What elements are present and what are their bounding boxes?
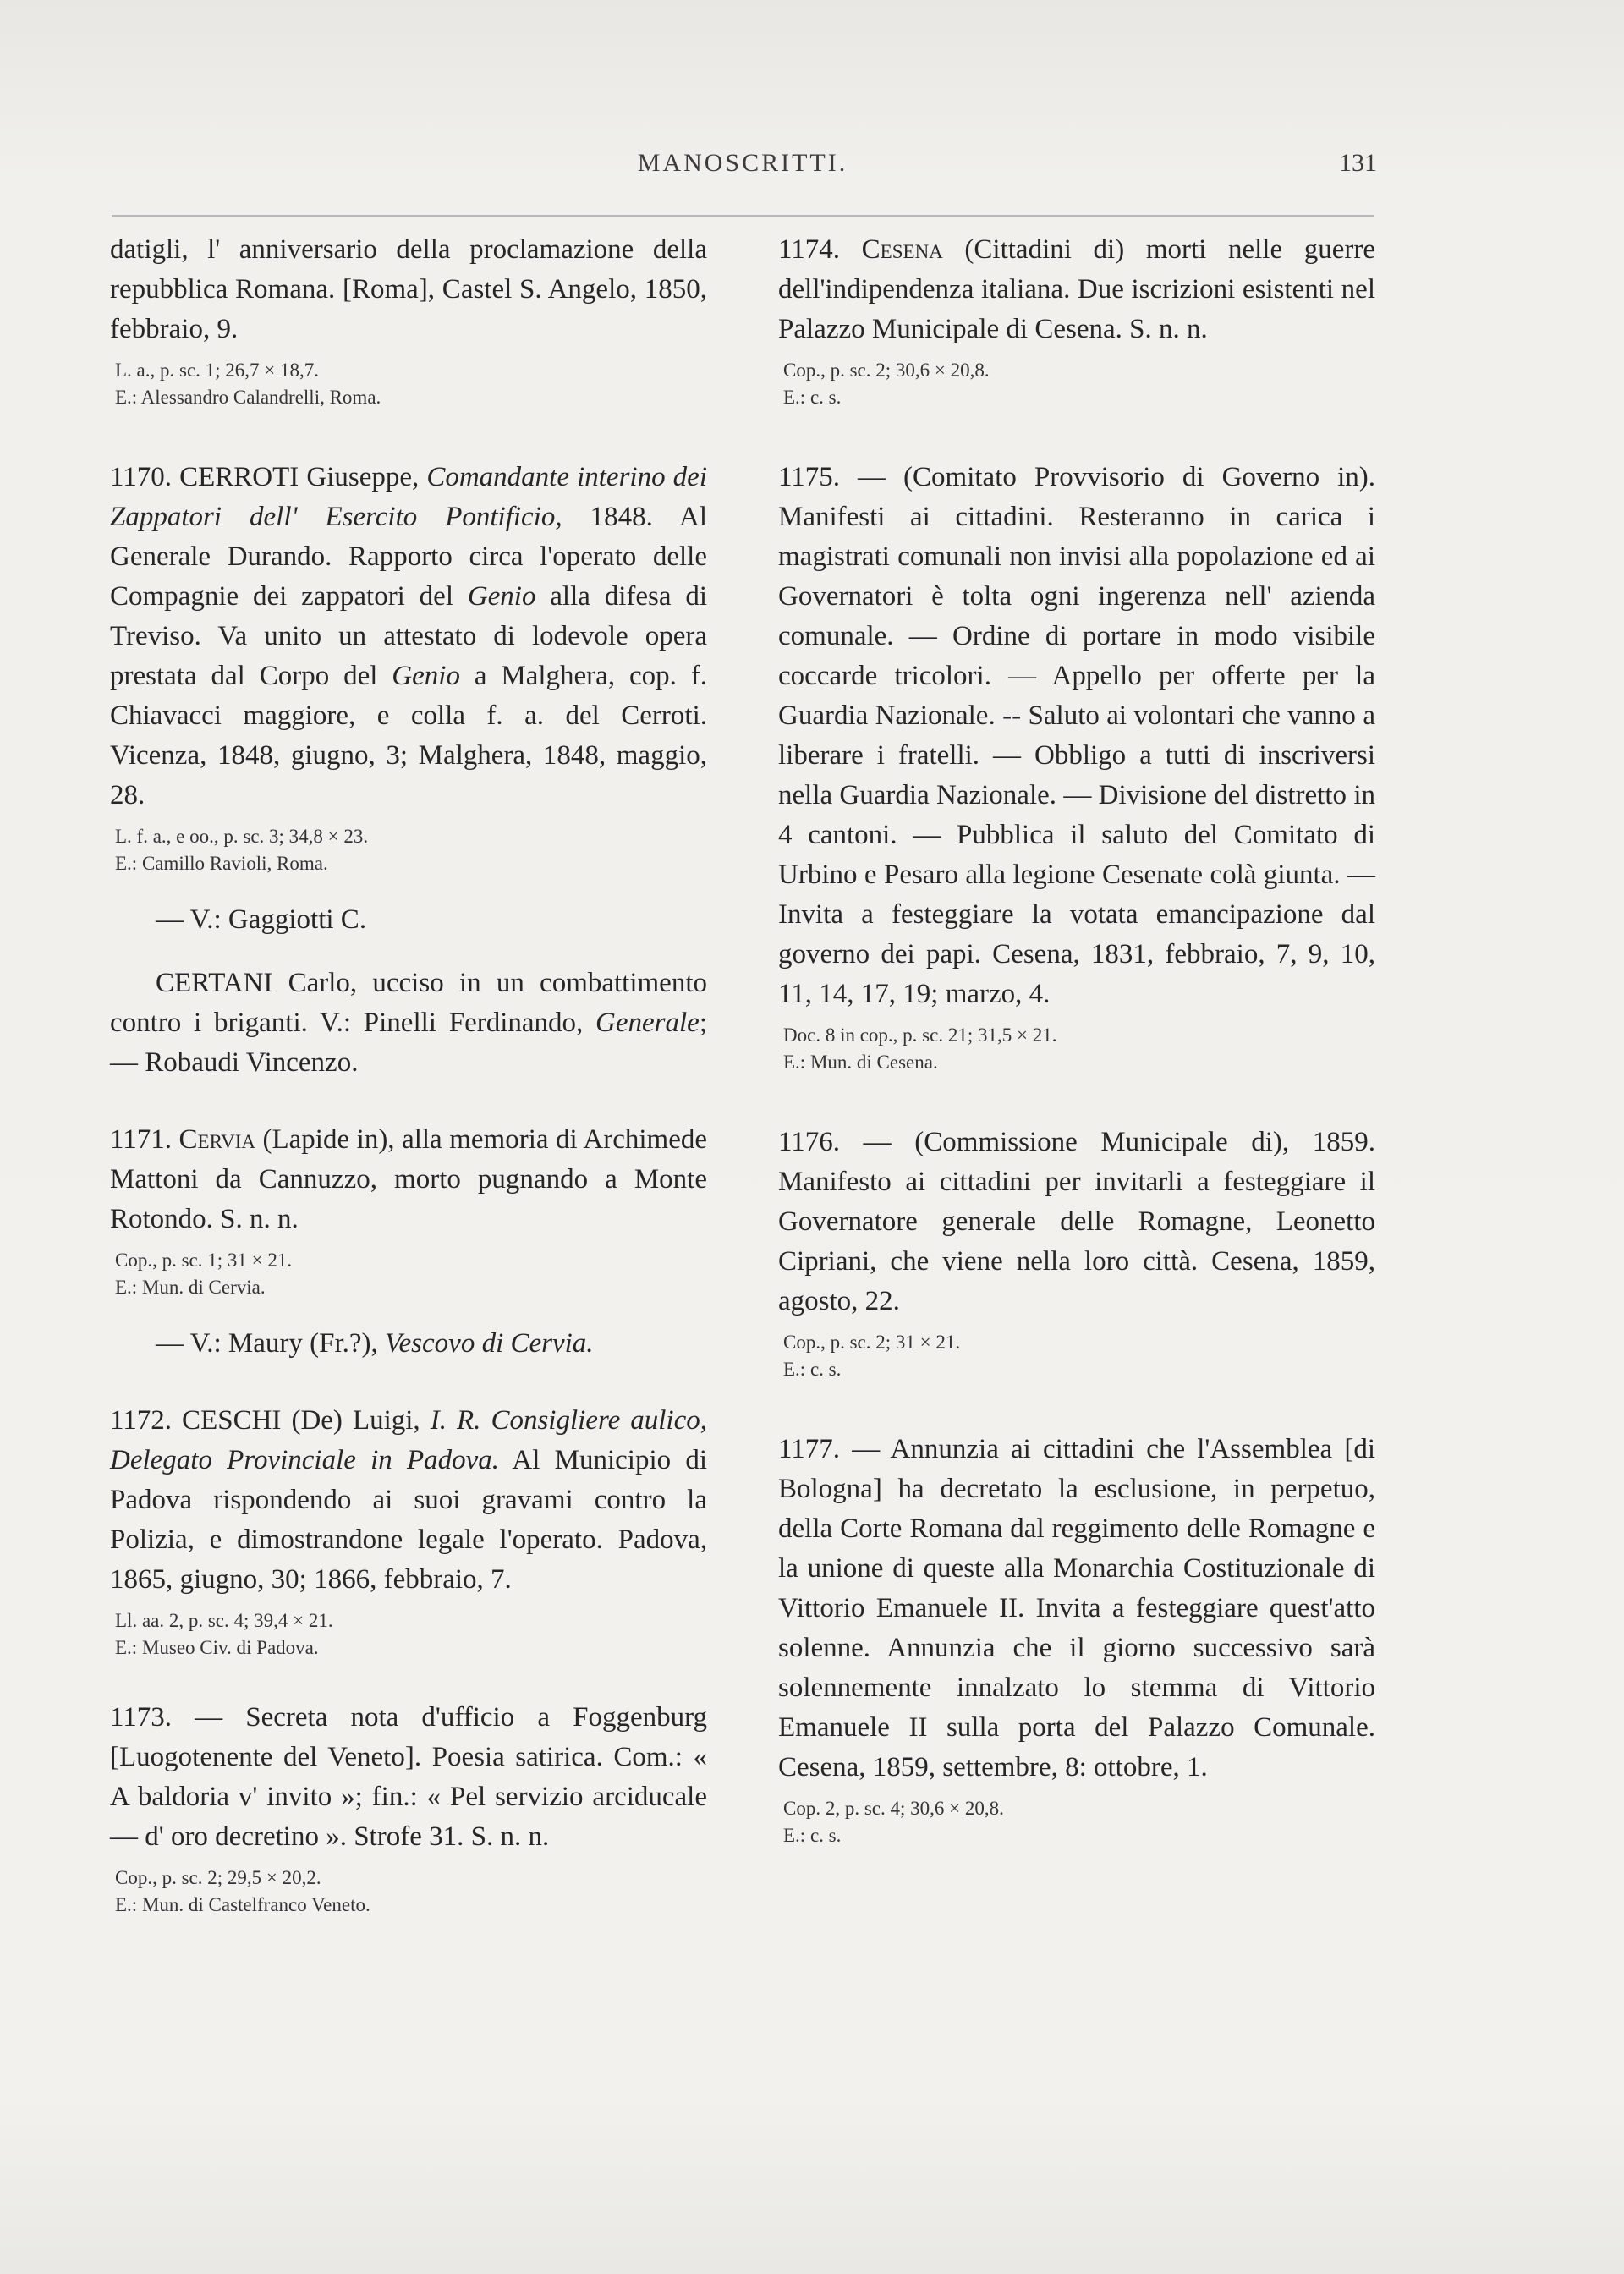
entry-note: E.: Mun. di Castelfranco Veneto. [115, 1894, 370, 1915]
crossref-text: — V.: Maury (Fr.?), Vescovo di Cervia. [156, 1328, 594, 1359]
entry-1174 [778, 230, 1375, 410]
entry-text: 1175. — (Comitato Provvisorio di Governo in). Manifesti ai cittadini. Resteranno in carica i magistrati comunali non invisi alla popolazione ed ai Governatori è tolta ogni ingerenza nell' azienda comunale. — Ordine di portare in modo visibile coccarde tricolori. — Appello per offerte per la Guardia Nazionale. -- Saluto ai volontari che vanno a liberare i fratelli. — Obbligo a tutti di inscriversi nella Guardia Nazionale. — Divisione del distretto in 4 cantoni. — Pubblica il saluto del Comitato di Urbino e Pesaro alla legione Cesenate colà giunta. — Invita a festeggiare la votata emancipazione dal governo dei papi. Cesena, 1831, febbraio, 7, 9, 10, 11, 14, 17, 19; marzo, 4. [778, 462, 1375, 1009]
entry-text: 1177. — Annunzia ai cittadini che l'Assemblea [di Bologna] ha decretato la esclusione, in perpetuo, della Corte Romana dal reggimento delle Romagne e la unione di queste alla Monarchia Costituzionale di Vittorio Emanuele II. Invita a festeggiare quest'atto solenne. Annunzia che il giorno successivo sarà solennemente innalzato lo stemma di Vittorio Emanuele II sulla porta del Palazzo Comunale. Cesena, 1859, settembre, 8: ottobre, 1. [778, 1434, 1375, 1782]
crossref-maury [110, 1324, 707, 1364]
entry-note: Doc. 8 in cop., p. sc. 21; 31,5 × 21. [783, 1024, 1057, 1046]
entry-note: E.: c. s. [783, 1359, 842, 1380]
entry-note: E.: Mun. di Cesena. [783, 1052, 938, 1073]
entry-text: 1174. Cesena (Cittadini di) morti nelle guerre dell'indipendenza italiana. Due iscrizioni esistenti nel Palazzo Municipale di Cesena. S. n. n. [778, 234, 1376, 344]
left-column [110, 230, 707, 1918]
entry-text: CERTANI Carlo, ucciso in un combattimento contro i briganti. V.: Pinelli Ferdinando, Generale; — Robaudi Vincenzo. [110, 968, 707, 1078]
entry-text: 1172. CESCHI (De) Luigi, I. R. Consigliere aulico, Delegato Provinciale in Padova. Al Municipio di Padova rispondendo ai suoi gravami contro la Polizia, e dimostrandone legale l'operato. Padova, 1865, giugno, 30; 1866, febbraio, 7. [110, 1405, 707, 1595]
entry-text: 1173. — Secreta nota d'ufficio a Foggenburg [Luogotenente del Veneto]. Poesia satirica. Com.: « A baldoria v' invito »; fin.: « Pel servizio arciducale — d' oro decretino ». Strofe 31. S. n. n. [110, 1702, 707, 1852]
entry-text: 1176. — (Commissione Municipale di), 1859. Manifesto ai cittadini per invitarli a festeggiare il Governatore generale delle Romagne, Leonetto Cipriani, che viene nella loro città. Cesena, 1859, agosto, 22. [778, 1127, 1375, 1316]
entry-note: E.: Alessandro Calandrelli, Roma. [115, 387, 381, 408]
entry-1172 [110, 1401, 707, 1661]
entry-1176 [778, 1123, 1375, 1382]
entry-note: E.: Mun. di Cervia. [115, 1277, 266, 1298]
entry-note: Cop., p. sc. 2; 31 × 21. [783, 1332, 961, 1353]
entry-text: 1171. Cervia (Lapide in), alla memoria di Archimede Mattoni da Cannuzzo, morto pugnando a Monte Rotondo. S. n. n. [110, 1124, 707, 1234]
entry-note: Ll. aa. 2, p. sc. 4; 39,4 × 21. [115, 1610, 333, 1631]
entry-note: Cop., p. sc. 2; 29,5 × 20,2. [115, 1867, 321, 1888]
entry-note: L. a., p. sc. 1; 26,7 × 18,7. [115, 360, 320, 381]
crossref-text: — V.: Gaggiotti C. [156, 904, 367, 935]
entry-note: Cop., p. sc. 2; 30,6 × 20,8. [783, 360, 990, 381]
entry-text: datigli, l' anniversario della proclamazione della repubblica Romana. [Roma], Castel S. Angelo, 1850, febbraio, 9. [110, 234, 707, 344]
entry-1169-continuation [110, 230, 707, 410]
entry-1173 [110, 1698, 707, 1918]
entry-note: L. f. a., e oo., p. sc. 3; 34,8 × 23. [115, 826, 369, 847]
entry-text: 1170. CERROTI Giuseppe, Comandante interino dei Zappatori dell' Esercito Pontificio, 1848. Al Generale Durando. Rapporto circa l'operato delle Compagnie dei zappatori del Genio alla difesa di Treviso. Va unito un attestato di lodevole opera prestata dal Corpo del Genio a Malghera, cop. f. Chiavacci maggiore, e colla f. a. del Cerroti. Vicenza, 1848, giugno, 3; Malghera, 1848, maggio, 28. [110, 462, 708, 810]
entry-note: E.: c. s. [783, 387, 842, 408]
entry-note: Cop. 2, p. sc. 4; 30,6 × 20,8. [783, 1798, 1004, 1819]
entry-1171 [110, 1120, 707, 1300]
entry-note: Cop., p. sc. 1; 31 × 21. [115, 1250, 293, 1271]
page-header [108, 149, 1377, 186]
running-title: MANOSCRITTI. [637, 149, 848, 177]
entry-certani [110, 964, 707, 1083]
crossref-gaggiotti [110, 900, 707, 940]
entry-note: E.: c. s. [783, 1825, 842, 1846]
entry-1177 [778, 1430, 1375, 1848]
entry-1175 [778, 458, 1375, 1075]
page-number: 131 [1339, 149, 1377, 177]
entry-1170 [110, 458, 707, 876]
entry-note: E.: Museo Civ. di Padova. [115, 1637, 319, 1658]
right-column [778, 230, 1375, 1848]
header-rule [112, 215, 1374, 217]
entry-note: E.: Camillo Ravioli, Roma. [115, 853, 328, 874]
